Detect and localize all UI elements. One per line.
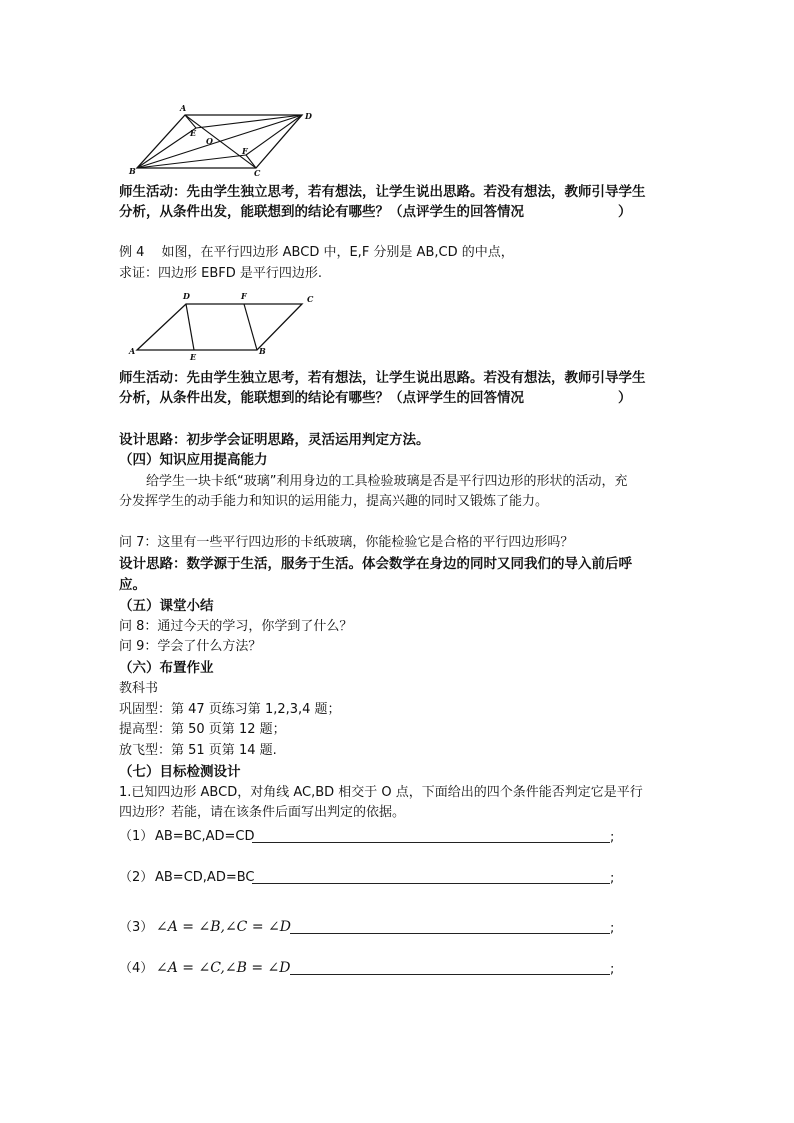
item-4-number: （4）	[119, 961, 154, 976]
item-1-semicolon: ;	[610, 830, 615, 845]
activity-para2-line2: 分析，从条件出发，能联想到的结论有哪些？（点评学生的回答情况	[119, 390, 524, 406]
label-E: E	[190, 128, 197, 138]
label-A: A	[129, 346, 136, 356]
section5-heading: （五）课堂小结	[119, 598, 214, 614]
homework-textbook: 教科书	[119, 681, 159, 696]
item-3-number: （3）	[119, 920, 154, 935]
question-8: 问 8：通过今天的学习，你学到了什么？	[119, 619, 353, 634]
label-F: F	[241, 291, 247, 301]
label-E: E	[190, 352, 197, 362]
section6-heading: （六）布置作业	[119, 660, 214, 676]
label-O: O	[206, 136, 213, 146]
item-4-answer-blank[interactable]	[290, 974, 610, 975]
design-note-2-line2: 应。	[119, 577, 146, 593]
item-3-answer-blank[interactable]	[290, 933, 610, 934]
figure-parallelogram-midpoints	[122, 290, 322, 362]
figure-parallelogram-diagonals	[122, 100, 322, 180]
item-2-answer-blank[interactable]	[252, 883, 610, 884]
activity-para2-close: ）	[618, 390, 632, 406]
homework-tigao: 提高型：第 50 页第 12 题；	[119, 722, 286, 737]
item-3-condition: ∠A = ∠B,∠C = ∠D	[156, 919, 291, 935]
item-4-condition: ∠A = ∠C,∠B = ∠D	[156, 960, 291, 976]
section4-para-line1: 给学生一块卡纸“玻璃”利用身边的工具检验玻璃是否是平行四边形的形状的活动，充	[146, 474, 628, 489]
question-9: 问 9：学会了什么方法？	[119, 639, 262, 654]
label-D: D	[305, 111, 312, 121]
label-A: A	[180, 103, 187, 113]
activity-para1-close: ）	[618, 204, 632, 220]
example4-line2: 求证：四边形 EBFD 是平行四边形.	[119, 266, 323, 281]
activity-para1-line1: 师生活动：先由学生独立思考，若有想法，让学生说出思路。若没有想法，教师引导学生	[119, 184, 646, 200]
design-note-2-line1: 设计思路：数学源于生活，服务于生活。体会数学在身边的同时又同我们的导入前后呼	[119, 556, 632, 572]
label-C: C	[307, 294, 314, 304]
label-D: D	[183, 291, 190, 301]
item-1-number: （1）	[119, 829, 154, 844]
label-B: B	[259, 346, 266, 356]
label-F: F	[242, 146, 248, 156]
item-3-semicolon: ;	[610, 921, 615, 936]
homework-fangfei: 放飞型：第 51 页第 14 题.	[119, 743, 277, 758]
activity-para1-line2: 分析，从条件出发，能联想到的结论有哪些？（点评学生的回答情况	[119, 204, 524, 220]
question-7: 问 7：这里有一些平行四边形的卡纸玻璃，你能检验它是合格的平行四边形吗？	[119, 535, 574, 550]
label-C: C	[254, 168, 261, 178]
item-2-number: （2）	[119, 870, 154, 885]
section4-heading: （四）知识应用提高能力	[119, 452, 268, 468]
item-1-answer-blank[interactable]	[252, 842, 610, 843]
section7-intro-line1: 1.已知四边形 ABCD，对角线 AC,BD 相交于 O 点，下面给出的四个条件能否判定它是平行	[119, 785, 643, 800]
item-1-condition: AB=BC,AD=CD	[155, 829, 255, 844]
design-note-1: 设计思路：初步学会证明思路，灵活运用判定方法。	[119, 432, 430, 448]
homework-gonggu: 巩固型：第 47 页练习第 1,2,3,4 题；	[119, 702, 341, 717]
item-4-semicolon: ;	[610, 962, 615, 977]
example4-line1: 例 4 如图，在平行四边形 ABCD 中，E,F 分别是 AB,CD 的中点，	[119, 245, 514, 260]
section7-heading: （七）目标检测设计	[119, 764, 241, 780]
section7-intro-line2: 四边形？若能，请在该条件后面写出判定的依据。	[119, 805, 406, 820]
section4-para-line2: 分发挥学生的动手能力和知识的运用能力，提高兴趣的同时又锻炼了能力。	[119, 494, 549, 509]
label-B: B	[129, 166, 136, 176]
item-2-condition: AB=CD,AD=BC	[155, 870, 255, 885]
item-2-semicolon: ;	[610, 871, 615, 886]
activity-para2-line1: 师生活动：先由学生独立思考，若有想法，让学生说出思路。若没有想法，教师引导学生	[119, 370, 646, 386]
